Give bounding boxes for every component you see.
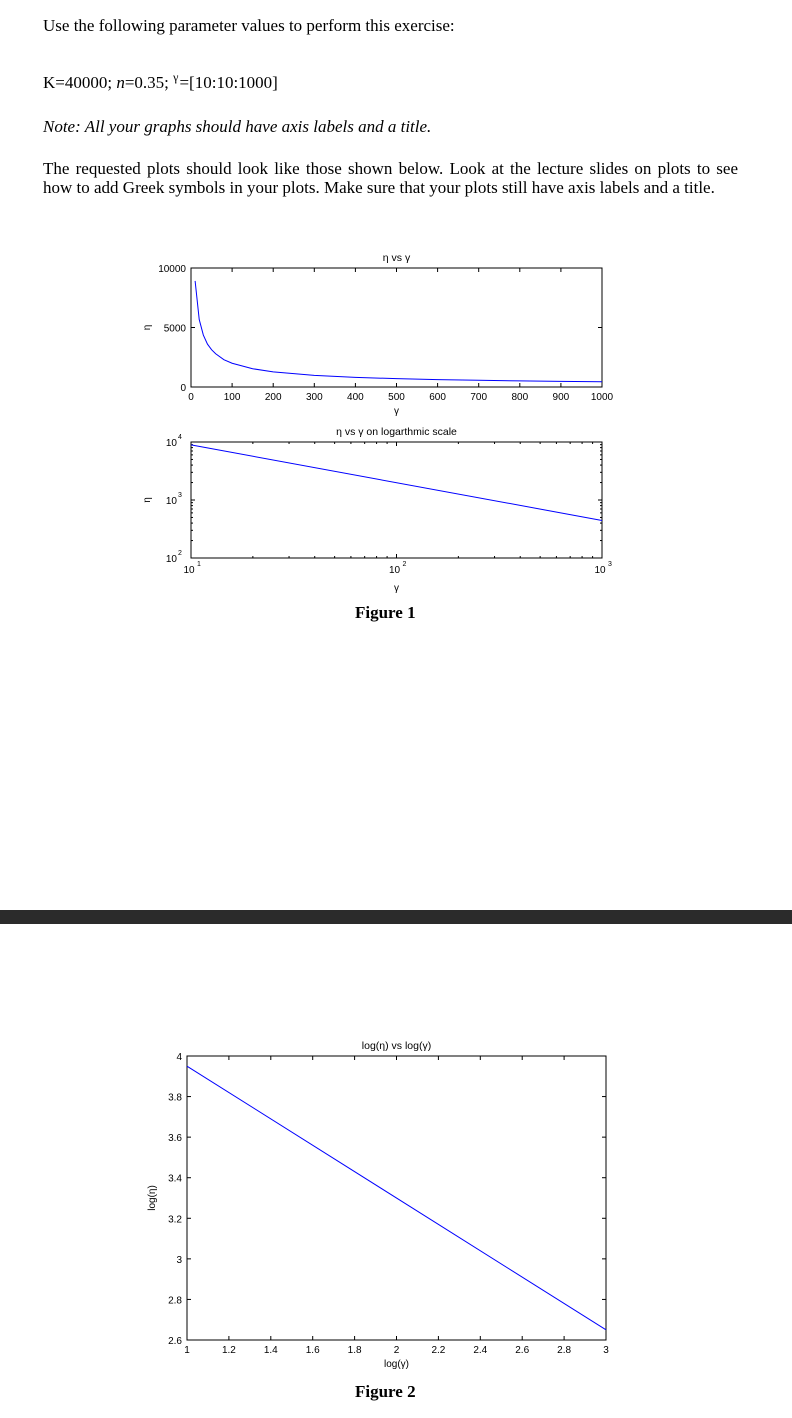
x-tick-exponent: 1 (197, 561, 201, 568)
x-tick-label: 1.8 (347, 1345, 362, 1356)
gamma-value: =[10:10:1000] (179, 73, 278, 92)
y-tick-label: 4 (176, 1052, 182, 1063)
x-tick-label: 2.4 (473, 1345, 488, 1356)
x-tick-label: 0 (188, 392, 194, 403)
x-tick-label: 200 (264, 392, 282, 403)
y-axis-label: log(η) (147, 1185, 158, 1211)
x-tick-label: 1.6 (305, 1345, 320, 1356)
y-tick-label: 5000 (163, 323, 186, 335)
x-tick-label: 1000 (590, 392, 614, 403)
k-value: K=40000; (43, 73, 113, 92)
figure-1-caption: Figure 1 (355, 603, 416, 622)
gamma-symbol: γ (173, 70, 179, 84)
y-axis-label: η (142, 497, 153, 503)
y-tick-label: 3 (176, 1254, 182, 1266)
note-text: Note: All your graphs should have axis labels and a title. (43, 117, 432, 136)
y-tick-exponent: 2 (178, 550, 182, 557)
y-tick-label: 10000 (158, 264, 186, 275)
x-tick-label: 2.2 (431, 1345, 446, 1356)
x-tick-exponent: 3 (608, 561, 612, 568)
y-tick-exponent: 4 (178, 434, 182, 441)
intro-text: Use the following parameter values to perform this exercise: (43, 16, 455, 35)
x-tick-exponent: 2 (402, 561, 407, 568)
x-tick-label: 1.2 (221, 1345, 236, 1356)
parameter-line (43, 70, 278, 94)
x-axis-label: γ (394, 583, 399, 594)
figure-1 (0, 240, 792, 600)
x-tick-label: 2.8 (557, 1345, 572, 1356)
x-tick-label: 1 (184, 1345, 190, 1356)
y-tick-label: 3.2 (168, 1214, 182, 1226)
y-tick-label: 3.6 (168, 1133, 182, 1145)
plot-frame (191, 442, 602, 558)
plot-eta-vs-gamma (142, 252, 614, 417)
x-axis-label: γ (394, 406, 399, 417)
x-tick-label: 1.4 (263, 1345, 278, 1356)
figure-2 (0, 1030, 792, 1380)
chart-title: η vs γ (382, 252, 411, 264)
y-tick-label: 3.8 (168, 1092, 182, 1104)
chart-title: η vs γ on logarthmic scale (336, 426, 457, 438)
x-tick-label: 10 (388, 565, 401, 576)
y-tick-label: 3.4 (168, 1173, 182, 1185)
x-tick-label: 900 (552, 392, 570, 403)
x-tick-label: 600 (429, 392, 446, 403)
x-axis-label: log(γ) (383, 1359, 410, 1370)
figure-2-caption: Figure 2 (355, 1382, 416, 1401)
x-tick-label: 500 (388, 392, 405, 403)
x-tick-label: 3 (603, 1345, 609, 1356)
x-tick-label: 10 (183, 565, 195, 576)
x-tick-label: 400 (347, 392, 364, 403)
page-divider (0, 910, 792, 924)
x-tick-label: 700 (470, 392, 488, 403)
y-tick-exponent: 3 (178, 492, 182, 499)
x-tick-label: 10 (594, 565, 606, 576)
x-tick-label: 2 (393, 1345, 400, 1356)
chart-title: log(η) vs log(γ) (361, 1040, 432, 1052)
x-tick-label: 100 (223, 392, 241, 403)
instructions-paragraph: The requested plots should look like those shown below. Look at the lecture slides on plots to see how to add Greek symbols in your plots. Make sure that your plots still have axis labels and a title. (43, 159, 738, 197)
x-tick-label: 300 (305, 392, 323, 403)
x-tick-label: 800 (511, 392, 529, 403)
y-tick-label: 10 (165, 496, 177, 507)
y-tick-label: 2.8 (168, 1295, 182, 1307)
x-tick-label: 2.6 (515, 1345, 530, 1356)
n-label: n (116, 73, 125, 92)
y-tick-label: 10 (165, 554, 177, 565)
n-value: =0.35; (124, 73, 169, 92)
plot-eta-vs-gamma-log (142, 426, 612, 594)
y-tick-label: 2.6 (168, 1336, 182, 1347)
y-tick-label: 0 (180, 383, 186, 394)
y-axis-label: η (142, 324, 153, 331)
plot-log-eta-vs-log-gamma (147, 1040, 609, 1370)
y-tick-label: 10 (165, 438, 177, 449)
